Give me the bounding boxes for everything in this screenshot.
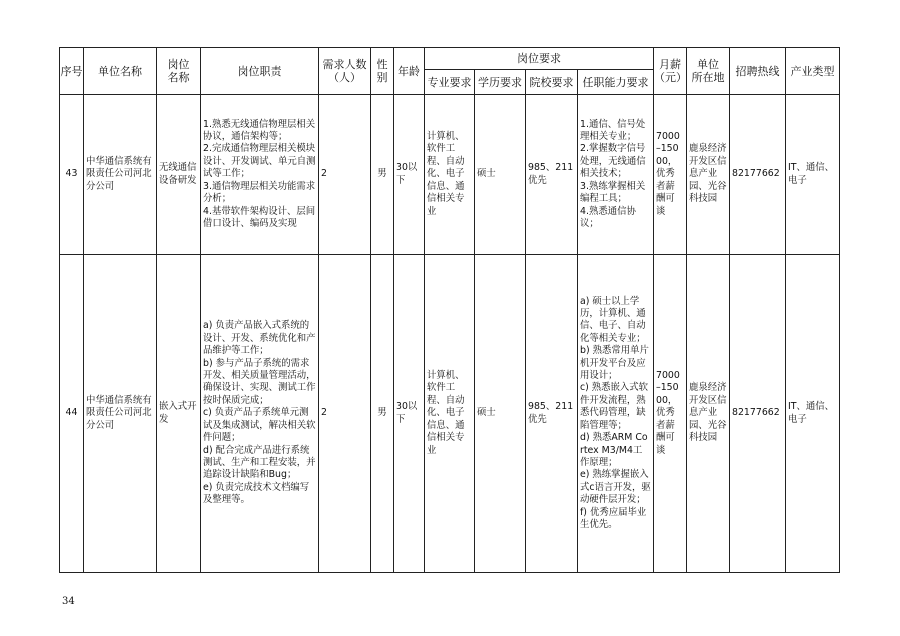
header-gender: 性 别	[371, 48, 394, 95]
header-duties: 岗位职责	[201, 48, 319, 95]
header-industry: 产业类型	[786, 48, 840, 95]
header-edu-req: 学历要求	[475, 70, 526, 95]
cell-position: 嵌入式开发	[157, 255, 201, 573]
table-row	[60, 95, 840, 255]
job-table	[59, 47, 840, 573]
cell-major: 计算机、软件工程、自动化、电子信息、通信相关专业	[425, 255, 475, 573]
cell-edu: 硕士	[475, 95, 526, 255]
cell-ability: 1.通信、信号处理相关专业； 2.掌握数字信号处理，无线通信相关技术； 3.熟练掌握相关编程工具； 4.熟悉通信协议；	[578, 95, 654, 255]
cell-duties: 1.熟悉无线通信物理层相关协议，通信架构等； 2.完成通信物理层相关模块设计、开发调试、单元自测试等工作； 3.通信物理层相关功能需求分析； 4.基带软件架构设计、层间借口设计、编码及实现	[201, 95, 319, 255]
header-requirements: 岗位要求	[425, 48, 654, 70]
cell-location: 鹿泉经济开发区信息产业园、光谷科技园	[687, 255, 730, 573]
cell-ability: a) 硕士以上学历，计算机、通信、电子、自动化等相关专业； b) 熟悉常用单片机开发平台及应用设计； c) 熟悉嵌入式软件开发流程，熟悉代码管理，缺陷管理等； d) 熟悉ARM Cortex M3/M4工作原理； e) 熟练掌握嵌入式c语言开发，驱动硬件层开发； f) 优秀应届毕业生优先。	[578, 255, 654, 573]
cell-salary: 7000–15000，优秀者薪酬可谈	[654, 95, 687, 255]
cell-location: 鹿泉经济开发区信息产业园、光谷科技园	[687, 95, 730, 255]
header-position-name: 岗位 名称	[157, 48, 201, 95]
cell-hotline: 82177662	[730, 95, 786, 255]
cell-industry: IT、通信、电子	[786, 95, 840, 255]
cell-school: 985、211优先	[526, 95, 578, 255]
header-headcount: 需求人数 （人）	[319, 48, 371, 95]
cell-seq: 44	[60, 255, 84, 573]
header-major-req: 专业要求	[425, 70, 475, 95]
cell-headcount: 2	[319, 95, 371, 255]
cell-seq: 43	[60, 95, 84, 255]
header-salary: 月薪 （元）	[654, 48, 687, 95]
cell-unit: 中华通信系统有限责任公司河北分公司	[84, 255, 157, 573]
page-number: 34	[62, 596, 75, 607]
table-row	[60, 255, 840, 573]
cell-school: 985、211优先	[526, 255, 578, 573]
header-seq: 序号	[60, 48, 84, 95]
header-school-req: 院校要求	[526, 70, 578, 95]
cell-gender: 男	[371, 95, 394, 255]
cell-hotline: 82177662	[730, 255, 786, 573]
cell-age: 30以下	[394, 255, 425, 573]
cell-position: 无线通信设备研发	[157, 95, 201, 255]
cell-salary: 7000–15000，优秀者薪酬可谈	[654, 255, 687, 573]
cell-age: 30以下	[394, 95, 425, 255]
cell-major: 计算机、软件工程、自动化、电子信息、通信相关专业	[425, 95, 475, 255]
cell-industry: IT、通信、电子	[786, 255, 840, 573]
header-ability-req: 任职能力要求	[578, 70, 654, 95]
cell-duties: a) 负责产品嵌入式系统的设计、开发、系统优化和产品维护等工作； b) 参与产品子系统的需求开发、相关质量管理活动，确保设计、实现、测试工作按时保质完成； c) 负责产品子系统单元测试及集成测试，解决相关软件问题； d) 配合完成产品进行系统测试、生产和工程安装，并追踪设计缺陷和Bug； e) 负责完成技术文档编写及整理等。	[201, 255, 319, 573]
cell-unit: 中华通信系统有限责任公司河北分公司	[84, 95, 157, 255]
header-hotline: 招聘热线	[730, 48, 786, 95]
header-unit-name: 单位名称	[84, 48, 157, 95]
header-location: 单位 所在地	[687, 48, 730, 95]
cell-gender: 男	[371, 255, 394, 573]
cell-edu: 硕士	[475, 255, 526, 573]
cell-headcount: 2	[319, 255, 371, 573]
header-age: 年龄	[394, 48, 425, 95]
